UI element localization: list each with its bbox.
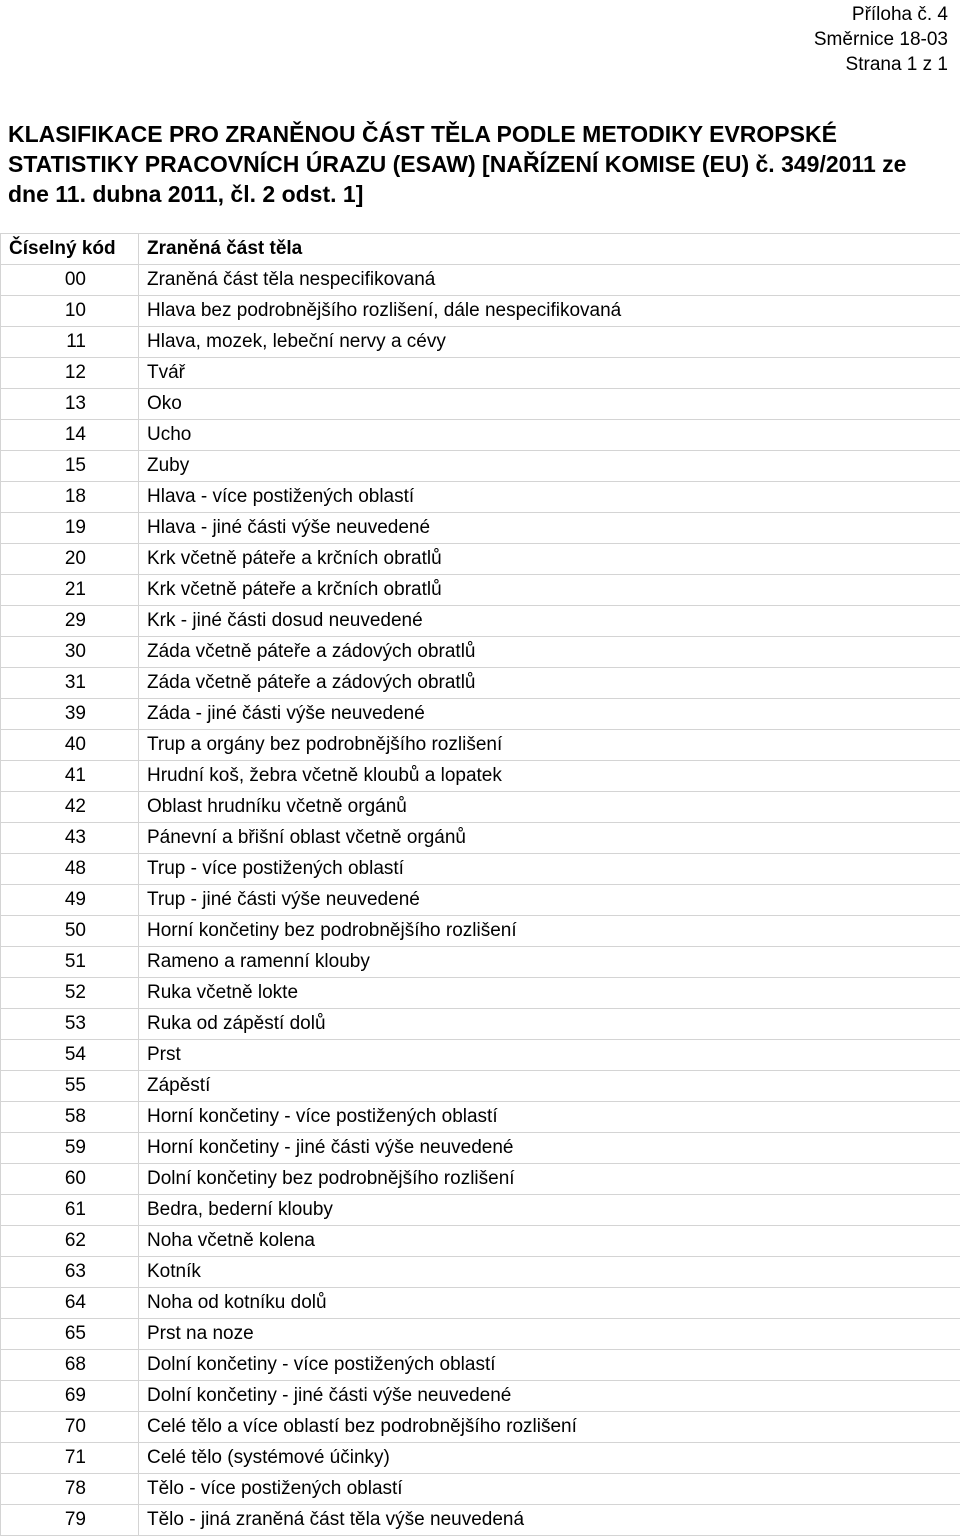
table-row <box>1 1443 960 1474</box>
body-part-cell: Celé tělo (systémové účinky) <box>139 1443 960 1474</box>
table-row <box>1 1133 960 1164</box>
code-cell: 53 <box>1 1009 139 1040</box>
code-cell: 42 <box>1 792 139 823</box>
table-row <box>1 513 960 544</box>
classification-table <box>0 233 960 1536</box>
table-row <box>1 420 960 451</box>
body-part-cell: Krk - jiné části dosud neuvedené <box>139 606 960 637</box>
code-cell: 68 <box>1 1350 139 1381</box>
document-header <box>814 2 948 77</box>
table-row <box>1 358 960 389</box>
body-part-cell: Bedra, bederní klouby <box>139 1195 960 1226</box>
code-cell: 63 <box>1 1257 139 1288</box>
body-part-cell: Tělo - více postižených oblastí <box>139 1474 960 1505</box>
code-cell: 65 <box>1 1319 139 1350</box>
table-row <box>1 978 960 1009</box>
table-row <box>1 389 960 420</box>
code-cell: 59 <box>1 1133 139 1164</box>
body-part-cell: Ucho <box>139 420 960 451</box>
body-part-cell: Zápěstí <box>139 1071 960 1102</box>
body-part-cell: Zuby <box>139 451 960 482</box>
table-row <box>1 1071 960 1102</box>
body-part-cell: Ruka včetně lokte <box>139 978 960 1009</box>
table-row <box>1 854 960 885</box>
table-row <box>1 1040 960 1071</box>
code-cell: 39 <box>1 699 139 730</box>
table-row <box>1 668 960 699</box>
code-cell: 15 <box>1 451 139 482</box>
code-cell: 55 <box>1 1071 139 1102</box>
body-part-cell: Kotník <box>139 1257 960 1288</box>
body-part-cell: Hlava - více postižených oblastí <box>139 482 960 513</box>
code-cell: 20 <box>1 544 139 575</box>
table-row <box>1 606 960 637</box>
code-cell: 19 <box>1 513 139 544</box>
table-row <box>1 1257 960 1288</box>
code-cell: 64 <box>1 1288 139 1319</box>
table-row <box>1 1474 960 1505</box>
table-row <box>1 885 960 916</box>
table-row <box>1 1164 960 1195</box>
code-cell: 52 <box>1 978 139 1009</box>
code-cell: 48 <box>1 854 139 885</box>
table-row <box>1 296 960 327</box>
body-part-cell: Hlava - jiné části výše neuvedené <box>139 513 960 544</box>
table-row <box>1 451 960 482</box>
table-row <box>1 1195 960 1226</box>
table-row <box>1 327 960 358</box>
code-cell: 11 <box>1 327 139 358</box>
table-row <box>1 544 960 575</box>
code-cell: 30 <box>1 637 139 668</box>
code-cell: 61 <box>1 1195 139 1226</box>
body-part-cell: Hrudní koš, žebra včetně kloubů a lopatek <box>139 761 960 792</box>
body-part-cell: Tvář <box>139 358 960 389</box>
body-part-cell: Noha včetně kolena <box>139 1226 960 1257</box>
page-number: Strana 1 z 1 <box>845 54 948 75</box>
body-part-cell: Horní končetiny - více postižených oblastí <box>139 1102 960 1133</box>
body-part-cell: Tělo - jiná zraněná část těla výše neuvedená <box>139 1505 960 1536</box>
code-cell: 49 <box>1 885 139 916</box>
code-cell: 58 <box>1 1102 139 1133</box>
body-part-cell: Dolní končetiny bez podrobnějšího rozlišení <box>139 1164 960 1195</box>
table-row <box>1 1102 960 1133</box>
code-cell: 31 <box>1 668 139 699</box>
code-cell: 18 <box>1 482 139 513</box>
body-part-cell: Rameno a ramenní klouby <box>139 947 960 978</box>
code-cell: 50 <box>1 916 139 947</box>
body-part-cell: Horní končetiny - jiné části výše neuvedené <box>139 1133 960 1164</box>
body-part-cell: Prst <box>139 1040 960 1071</box>
table-row <box>1 575 960 606</box>
code-cell: 12 <box>1 358 139 389</box>
column-header-code: Číselný kód <box>1 234 139 265</box>
body-part-cell: Oblast hrudníku včetně orgánů <box>139 792 960 823</box>
table-row <box>1 1226 960 1257</box>
table-row <box>1 947 960 978</box>
code-cell: 54 <box>1 1040 139 1071</box>
body-part-cell: Trup a orgány bez podrobnějšího rozlišení <box>139 730 960 761</box>
code-cell: 43 <box>1 823 139 854</box>
body-part-cell: Krk včetně páteře a krčních obratlů <box>139 544 960 575</box>
table-row <box>1 1381 960 1412</box>
table-row <box>1 792 960 823</box>
table-row <box>1 730 960 761</box>
table-header-row <box>1 234 960 265</box>
table-row <box>1 637 960 668</box>
body-part-cell: Dolní končetiny - jiné části výše neuvedené <box>139 1381 960 1412</box>
column-header-body-part: Zraněná část těla <box>139 234 960 265</box>
code-cell: 70 <box>1 1412 139 1443</box>
table-row <box>1 1350 960 1381</box>
code-cell: 29 <box>1 606 139 637</box>
code-cell: 40 <box>1 730 139 761</box>
table-row <box>1 1505 960 1536</box>
table-row <box>1 916 960 947</box>
table-row <box>1 1412 960 1443</box>
body-part-cell: Hlava, mozek, lebeční nervy a cévy <box>139 327 960 358</box>
body-part-cell: Oko <box>139 389 960 420</box>
code-cell: 51 <box>1 947 139 978</box>
body-part-cell: Krk včetně páteře a krčních obratlů <box>139 575 960 606</box>
body-part-cell: Záda - jiné části výše neuvedené <box>139 699 960 730</box>
body-part-cell: Dolní končetiny - více postižených oblastí <box>139 1350 960 1381</box>
table-row <box>1 482 960 513</box>
code-cell: 13 <box>1 389 139 420</box>
table-row <box>1 1288 960 1319</box>
table-row <box>1 699 960 730</box>
body-part-cell: Záda včetně páteře a zádových obratlů <box>139 668 960 699</box>
appendix-label: Příloha č. 4 <box>851 4 948 25</box>
body-part-cell: Záda včetně páteře a zádových obratlů <box>139 637 960 668</box>
code-cell: 00 <box>1 265 139 296</box>
table-row <box>1 823 960 854</box>
body-part-cell: Ruka od zápěstí dolů <box>139 1009 960 1040</box>
table-row <box>1 1319 960 1350</box>
body-part-cell: Trup - více postižených oblastí <box>139 854 960 885</box>
code-cell: 71 <box>1 1443 139 1474</box>
body-part-cell: Horní končetiny bez podrobnějšího rozlišení <box>139 916 960 947</box>
document-title: KLASIFIKACE PRO ZRANĚNOU ČÁST TĚLA PODLE METODIKY EVROPSKÉ STATISTIKY PRACOVNÍCH ÚRAZU (ESAW) [NAŘÍZENÍ KOMISE (EU) č. 349/2011 ze dne 11. dubna 2011, čl. 2 odst. 1] <box>8 121 907 207</box>
body-part-cell: Hlava bez podrobnějšího rozlišení, dále nespecifikovaná <box>139 296 960 327</box>
directive-label: Směrnice 18-03 <box>813 29 948 50</box>
body-part-cell: Prst na noze <box>139 1319 960 1350</box>
body-part-cell: Trup - jiné části výše neuvedené <box>139 885 960 916</box>
code-cell: 62 <box>1 1226 139 1257</box>
table-body <box>1 265 960 1536</box>
code-cell: 78 <box>1 1474 139 1505</box>
body-part-cell: Pánevní a břišní oblast včetně orgánů <box>139 823 960 854</box>
body-part-cell: Zraněná část těla nespecifikovaná <box>139 265 960 296</box>
table-row <box>1 761 960 792</box>
body-part-cell: Celé tělo a více oblastí bez podrobnějšího rozlišení <box>139 1412 960 1443</box>
code-cell: 69 <box>1 1381 139 1412</box>
code-cell: 21 <box>1 575 139 606</box>
code-cell: 10 <box>1 296 139 327</box>
table-row <box>1 265 960 296</box>
code-cell: 79 <box>1 1505 139 1536</box>
code-cell: 60 <box>1 1164 139 1195</box>
table-row <box>1 1009 960 1040</box>
code-cell: 41 <box>1 761 139 792</box>
body-part-cell: Noha od kotníku dolů <box>139 1288 960 1319</box>
code-cell: 14 <box>1 420 139 451</box>
